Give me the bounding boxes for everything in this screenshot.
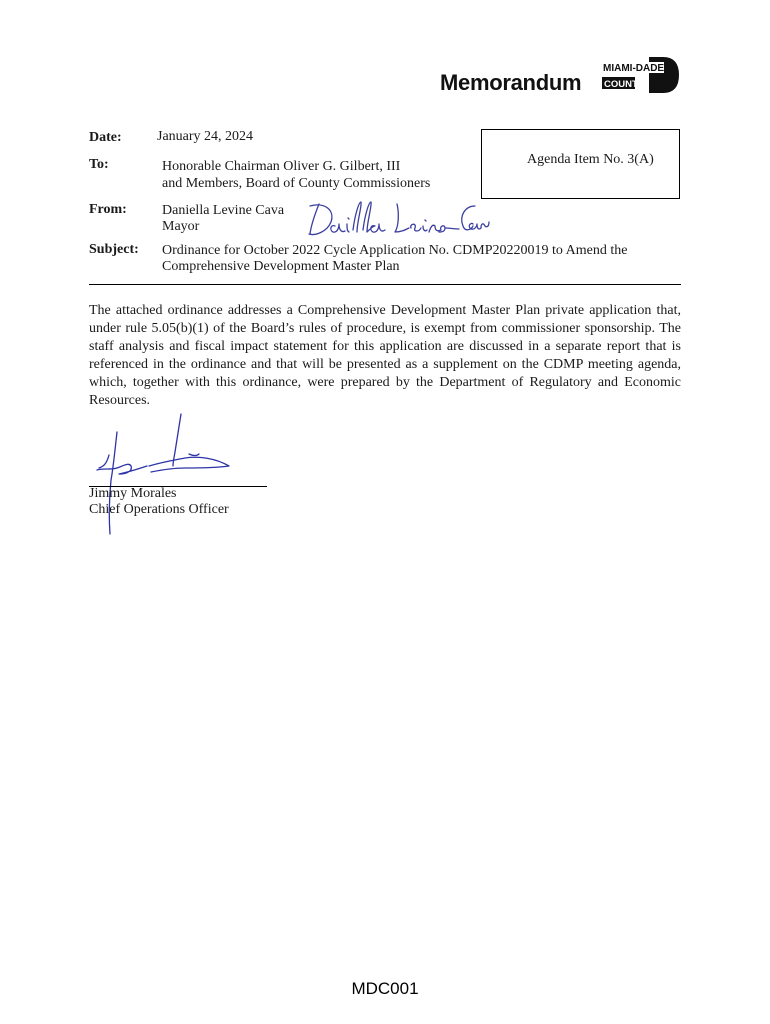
to-recipient-line-2: and Members, Board of County Commissioners	[162, 176, 431, 191]
memo-title: Memorandum	[440, 70, 582, 95]
agenda-item-number: Agenda Item No. 3(A)	[527, 152, 654, 167]
document-code: MDC001	[351, 979, 419, 998]
memo-date: January 24, 2024	[157, 129, 254, 144]
subject-line-1: Ordinance for October 2022 Cycle Application No. CDMP20220019 to Amend the	[162, 243, 628, 258]
to-label: To:	[89, 157, 109, 172]
mayor-signature	[305, 196, 490, 242]
miami-dade-county-logo	[601, 56, 681, 94]
signatory-name: Jimmy Morales	[89, 486, 177, 501]
agenda-item-box	[481, 129, 680, 199]
signatory-title: Chief Operations Officer	[89, 502, 229, 517]
memo-body-paragraph: The attached ordinance addresses a Comprehensive Development Master Plan private application that, under rule 5.05(b)(1) of the Board’s rules of procedure, is exempt from commissioner sponsorship. The staff analysis and fiscal impact statement for this application are discussed in a separate report that is referenced in the ordinance and that will be presented as a supplement on the CDMP meeting agenda, which, together with this ordinance, were prepared by the Department of Regulatory and Economic Resources.	[89, 303, 681, 408]
subject-line-2: Comprehensive Development Master Plan	[162, 259, 400, 274]
date-label: Date:	[89, 130, 122, 145]
svg-text:COUNTY: COUNTY	[604, 79, 645, 90]
header-divider	[89, 284, 681, 285]
from-title: Mayor	[162, 219, 200, 234]
subject-label: Subject:	[89, 242, 139, 257]
from-label: From:	[89, 202, 127, 217]
to-recipient-line-1: Honorable Chairman Oliver G. Gilbert, III	[162, 159, 401, 174]
from-name: Daniella Levine Cava	[162, 203, 285, 218]
svg-text:MIAMI-DADE: MIAMI-DADE	[603, 63, 665, 74]
